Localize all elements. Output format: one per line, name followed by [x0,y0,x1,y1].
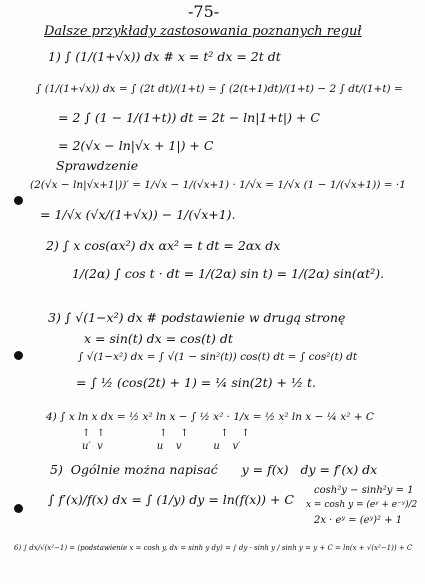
line-l6: (2(√x − ln|√x+1|))′ = 1/√x − 1/(√x+1) · 1/√x = 1/√x (1 − 1/(√x+1)) = ·1 [30,179,406,191]
line-l8: 2) ∫ x cos(αx²) dx αx² = t dt = 2αx dx [46,238,281,253]
line-l21: 2x · eʸ = (eʸ)² + 1 [314,515,403,526]
line-l7: = 1/√x (√x/(1+√x)) − 1/(√x+1). [40,207,236,222]
line-l14: 4) ∫ x ln x dx = ½ x² ln x − ∫ ½ x² · 1/x = ½ x² ln x − ¼ x² + C [46,411,374,423]
page-title: Dalsze przykłady zastosowania poznanych reguł [44,24,362,39]
line-l18: ∫ f′(x)/f(x) dx = ∫ (1/y) dy = ln(f(x)) + C [48,492,294,507]
line-l17: 5) Ogólnie można napisać y = f(x) dy = f′(x) dx [50,462,378,477]
line-l16: u′ v u v u v′ [82,441,241,452]
line-l10: 3) ∫ √(1−x²) dx # podstawienie w drugą stronę [48,310,346,325]
line-l12: ∫ √(1−x²) dx = ∫ √(1 − sin²(t)) cos(t) dt = ∫ cos²(t) dt [78,351,358,363]
line-l4: = 2(√x − ln|√x + 1|) + C [58,138,214,153]
punch-hole [14,504,23,513]
line-l22: 6) ∫ dx/√(x²−1) = (podstawienie x = cosh y, dx = sinh y dy) = ∫ dy · sinh y / sinh y = y + C = ln(x + √(x²−1)) + C [14,544,413,552]
line-l9: 1/(2α) ∫ cos t · dt = 1/(2α) sin t) = 1/(2α) sin(αt²). [72,266,385,281]
line-l20: x = cosh y = (eʸ + e⁻ʸ)/2 [306,500,418,510]
line-l1: 1) ∫ (1/(1+√x)) dx # x = t² dx = 2t dt [48,49,281,64]
line-l13: = ∫ ½ (cos(2t) + 1) = ¼ sin(2t) + ½ t. [76,375,317,390]
line-l11: x = sin(t) dx = cos(t) dt [84,331,233,346]
punch-hole [14,196,23,205]
page-number: -75- [188,2,220,21]
line-l19: cosh²y − sinh²y = 1 [314,485,414,496]
line-l3: = 2 ∫ (1 − 1/(1+t)) dt = 2t − ln|1+t|) + C [58,110,320,125]
line-l15: ↑ ↑ ↑ ↑ ↑ ↑ [82,428,250,439]
line-l2: ∫ (1/(1+√x)) dx = ∫ (2t dt)/(1+t) = ∫ (2(t+1)dt)/(1+t) − 2 ∫ dt/(1+t) = [36,83,403,95]
line-l5: Sprawdzenie [56,158,139,173]
punch-hole [14,351,23,360]
